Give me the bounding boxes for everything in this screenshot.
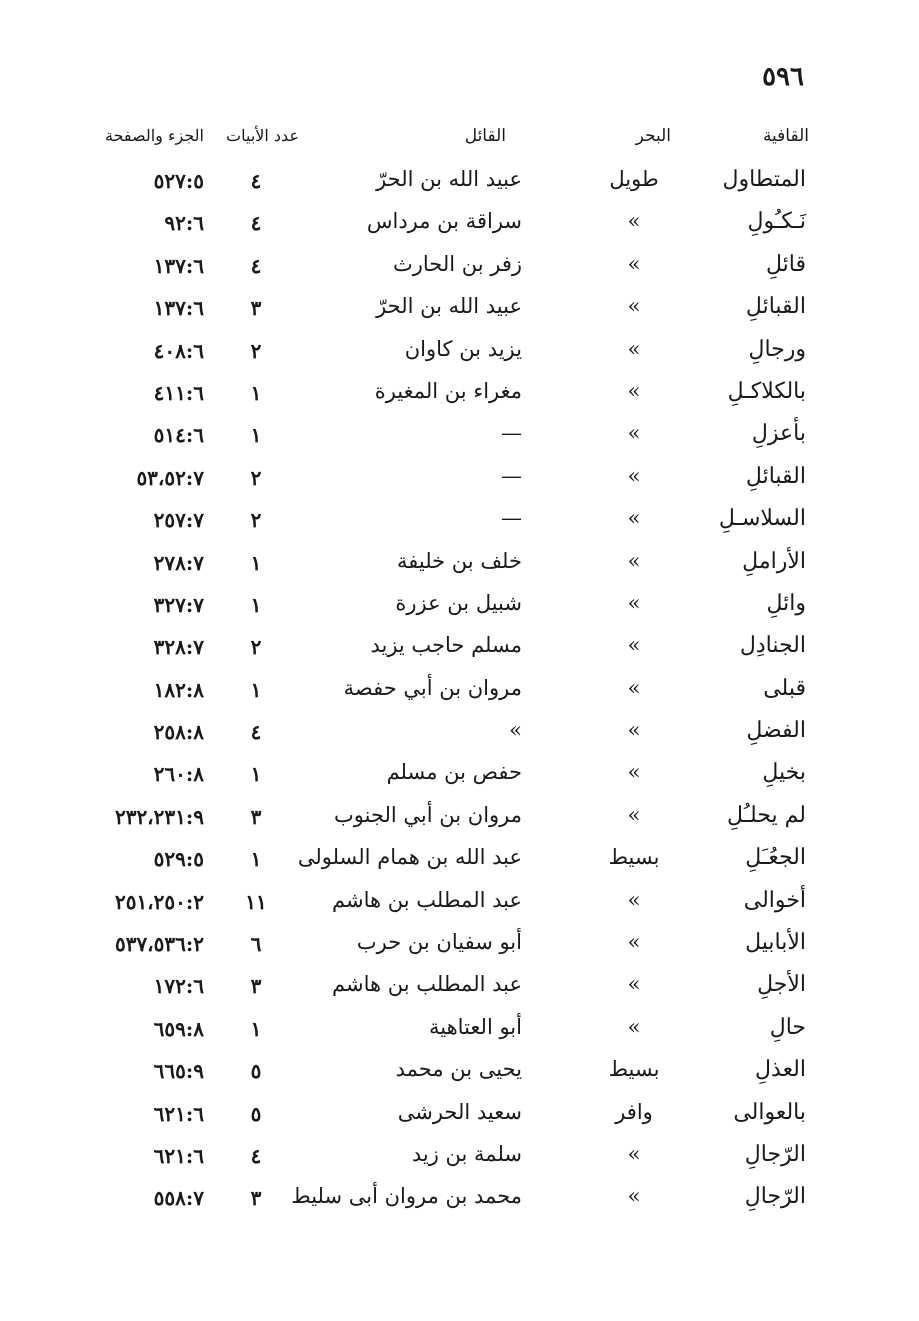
volume-page-cell: ٥٢٧:٥ bbox=[153, 169, 204, 193]
volume-page-cell: ٢٦٠:٨ bbox=[153, 762, 204, 787]
table-row bbox=[0, 250, 919, 292]
bahr-cell: » bbox=[627, 633, 641, 658]
table-row bbox=[0, 674, 919, 716]
volume-page-cell: ٢٧٨:٧ bbox=[153, 550, 204, 575]
verse-count-cell: ٢ bbox=[250, 338, 262, 363]
verse-count-cell: ١ bbox=[250, 677, 262, 702]
verse-count-cell: ١ bbox=[250, 550, 262, 575]
qafiya-cell: الفضلِ bbox=[746, 718, 806, 744]
table-row bbox=[0, 886, 919, 928]
qaail-cell: مروان بن أبي الجنوب bbox=[333, 802, 522, 827]
volume-page-cell: ١٣٧:٦ bbox=[153, 253, 204, 278]
header-verse-count: عدد الأبيات bbox=[226, 126, 299, 145]
verse-count-cell: ١ bbox=[250, 847, 262, 872]
table-row bbox=[0, 843, 919, 885]
qafiya-cell: المتطاول bbox=[722, 167, 806, 192]
qaail-cell: — bbox=[501, 421, 522, 446]
table-row bbox=[0, 1182, 919, 1224]
qaail-cell: عبد المطلب بن هاشم bbox=[332, 887, 522, 912]
table-row bbox=[0, 547, 919, 589]
verse-count-cell: ٣ bbox=[250, 804, 262, 829]
bahr-cell: » bbox=[627, 548, 641, 573]
volume-page-cell: ٢٥٧:٧ bbox=[153, 508, 204, 533]
table-row bbox=[0, 165, 919, 207]
bahr-cell: » bbox=[627, 1184, 641, 1209]
bahr-cell: » bbox=[627, 590, 641, 615]
verse-count-cell: ٤ bbox=[250, 169, 262, 193]
table-row bbox=[0, 335, 919, 377]
qaail-cell: عبيد الله بن الحرّ bbox=[376, 167, 522, 191]
table-row bbox=[0, 1055, 919, 1097]
qaail-cell: مغراء بن المغيرة bbox=[374, 378, 522, 403]
table-row bbox=[0, 1013, 919, 1055]
bahr-cell: » bbox=[627, 251, 641, 276]
verse-count-cell: ٢ bbox=[250, 508, 262, 533]
qafiya-cell: بالكلاكـلِ bbox=[727, 378, 806, 404]
qaail-cell: حفص بن مسلم bbox=[386, 760, 522, 785]
bahr-cell: » bbox=[627, 506, 641, 531]
volume-page-cell: ١٨٢:٨ bbox=[153, 677, 204, 702]
table-header bbox=[0, 126, 919, 152]
bahr-cell: » bbox=[627, 760, 641, 785]
verse-count-cell: ٢ bbox=[250, 465, 262, 490]
index-table bbox=[0, 165, 919, 1225]
volume-page-cell: ٦٦٥:٩ bbox=[153, 1059, 204, 1084]
qaail-cell: سعيد الحرشى bbox=[397, 1099, 522, 1124]
header-volume-page: الجزء والصفحة bbox=[104, 126, 204, 145]
verse-count-cell: ٤ bbox=[250, 720, 262, 745]
bahr-cell: » bbox=[627, 294, 641, 319]
volume-page-cell: ٤١١:٦ bbox=[153, 380, 204, 405]
qaail-cell: أبو العتاهية bbox=[429, 1014, 522, 1039]
verse-count-cell: ١ bbox=[250, 592, 262, 617]
header-bahr: البحر bbox=[635, 126, 671, 146]
qaail-cell: مسلم حاجب يزيد bbox=[370, 633, 522, 658]
table-row bbox=[0, 970, 919, 1012]
table-row bbox=[0, 419, 919, 461]
volume-page-cell: ٣٢٨:٧ bbox=[153, 635, 204, 660]
volume-page-cell: ٦٥٩:٨ bbox=[153, 1016, 204, 1041]
table-row bbox=[0, 504, 919, 546]
table-row bbox=[0, 801, 919, 843]
bahr-cell: » bbox=[627, 887, 641, 912]
volume-page-cell: ٤٠٨:٦ bbox=[153, 338, 204, 363]
qaail-cell: عبيد الله بن الحرّ bbox=[376, 294, 522, 319]
qafiya-cell: القبائلِ bbox=[745, 294, 806, 320]
qaail-cell: محمد بن مروان أبى سليط bbox=[291, 1184, 522, 1209]
bahr-cell: » bbox=[627, 209, 641, 234]
qafiya-cell: وائلِ bbox=[766, 590, 806, 616]
bahr-cell: وافر bbox=[615, 1099, 653, 1124]
qaail-cell: سراقة بن مرداس bbox=[366, 209, 522, 234]
qaail-cell: زفر بن الحارث bbox=[392, 251, 522, 276]
volume-page-cell: ٥٥٨:٧ bbox=[153, 1186, 204, 1211]
verse-count-cell: ٦ bbox=[250, 932, 262, 957]
verse-count-cell: ١ bbox=[250, 423, 262, 448]
bahr-cell: » bbox=[627, 718, 641, 743]
qafiya-cell: الأجلِ bbox=[757, 972, 806, 998]
volume-page-cell: ٥٣،٥٢:٧ bbox=[136, 465, 204, 490]
volume-page-cell: ٥١٤:٦ bbox=[153, 423, 204, 448]
table-row bbox=[0, 716, 919, 758]
verse-count-cell: ١ bbox=[250, 380, 262, 405]
volume-page-cell: ٥٢٩:٥ bbox=[153, 847, 204, 872]
table-row bbox=[0, 207, 919, 249]
table-row bbox=[0, 758, 919, 800]
table-row bbox=[0, 589, 919, 631]
volume-page-cell: ٢٥١،٢٥٠:٢ bbox=[114, 889, 204, 914]
qaail-cell: يزيد بن كاوان bbox=[404, 336, 522, 361]
bahr-cell: طويل bbox=[609, 167, 659, 191]
qafiya-cell: أخوالى bbox=[743, 887, 806, 913]
volume-page-cell: ٢٣٢،٢٣١:٩ bbox=[114, 804, 204, 829]
qaail-cell: أبو سفيان بن حرب bbox=[356, 930, 522, 955]
bahr-cell: » bbox=[627, 378, 641, 403]
qaail-cell: خلف بن خليفة bbox=[396, 548, 522, 573]
qafiya-cell: الرّجالِ bbox=[744, 1141, 806, 1167]
bahr-cell: بسيط bbox=[608, 1057, 660, 1082]
header-qaail: القائل bbox=[464, 126, 506, 146]
qaail-cell: » bbox=[509, 718, 522, 743]
volume-page-cell: ٦٢١:٦ bbox=[153, 1101, 204, 1126]
qafiya-cell: قائلِ bbox=[765, 251, 806, 277]
qafiya-cell: الرّجالِ bbox=[744, 1184, 806, 1210]
bahr-cell: » bbox=[627, 930, 641, 955]
table-row bbox=[0, 462, 919, 504]
verse-count-cell: ٢ bbox=[250, 635, 262, 660]
volume-page-cell: ٦٢١:٦ bbox=[153, 1143, 204, 1168]
qaail-cell: — bbox=[501, 506, 522, 531]
bahr-cell: » bbox=[627, 1141, 641, 1166]
qafiya-cell: بأعزلِ bbox=[751, 421, 806, 447]
qaail-cell: — bbox=[501, 463, 522, 488]
verse-count-cell: ٤ bbox=[250, 1143, 262, 1168]
qaail-cell: عبد المطلب بن هاشم bbox=[332, 972, 522, 997]
verse-count-cell: ٤ bbox=[250, 253, 262, 278]
volume-page-cell: ٣٢٧:٧ bbox=[153, 592, 204, 617]
verse-count-cell: ١ bbox=[250, 762, 262, 787]
verse-count-cell: ٤ bbox=[250, 211, 262, 236]
verse-count-cell: ٣ bbox=[250, 296, 262, 321]
bahr-cell: » bbox=[627, 802, 641, 827]
qafiya-cell: نَـكـُولِ bbox=[747, 209, 806, 235]
qafiya-cell: حالِ bbox=[769, 1014, 806, 1040]
qaail-cell: عبد الله بن همام السلولى bbox=[297, 845, 522, 870]
volume-page-cell: ٩٢:٦ bbox=[164, 211, 204, 236]
qafiya-cell: بالعوالى bbox=[733, 1099, 806, 1125]
verse-count-cell: ١١ bbox=[245, 889, 267, 914]
table-row bbox=[0, 292, 919, 334]
bahr-cell: » bbox=[627, 463, 641, 488]
table-row bbox=[0, 1098, 919, 1140]
qaail-cell: مروان بن أبي حفصة bbox=[343, 675, 522, 700]
volume-page-cell: ٢٥٨:٨ bbox=[153, 720, 204, 745]
bahr-cell: » bbox=[627, 421, 641, 446]
verse-count-cell: ٣ bbox=[250, 1186, 262, 1211]
qafiya-cell: ورجالِ bbox=[748, 336, 806, 362]
bahr-cell: » bbox=[627, 675, 641, 700]
table-row bbox=[0, 928, 919, 970]
qafiya-cell: قبلى bbox=[763, 675, 806, 701]
qafiya-cell: العذلِ bbox=[755, 1057, 806, 1083]
bahr-cell: » bbox=[627, 336, 641, 361]
qafiya-cell: الأبابيل bbox=[745, 930, 806, 956]
qaail-cell: سلمة بن زيد bbox=[411, 1141, 522, 1166]
qaail-cell: يحيى بن محمد bbox=[395, 1057, 522, 1082]
qafiya-cell: الجعُـَلِ bbox=[745, 845, 806, 871]
qafiya-cell: القبائلِ bbox=[745, 463, 806, 489]
bahr-cell: » bbox=[627, 972, 641, 997]
table-row bbox=[0, 1140, 919, 1182]
verse-count-cell: ١ bbox=[250, 1016, 262, 1041]
verse-count-cell: ٥ bbox=[250, 1059, 262, 1084]
verse-count-cell: ٥ bbox=[250, 1101, 262, 1126]
qafiya-cell: بخيلِ bbox=[762, 760, 806, 786]
volume-page-cell: ٥٣٧،٥٣٦:٢ bbox=[114, 932, 204, 957]
page-number: ٥٩٦ bbox=[762, 62, 804, 92]
header-qafiya: القافية bbox=[762, 126, 809, 146]
qafiya-cell: الجنادِل bbox=[739, 633, 806, 659]
verse-count-cell: ٣ bbox=[250, 974, 262, 999]
qaail-cell: شبيل بن عزرة bbox=[395, 590, 522, 615]
volume-page-cell: ١٣٧:٦ bbox=[153, 296, 204, 321]
volume-page-cell: ١٧٢:٦ bbox=[153, 974, 204, 999]
qafiya-cell: السلاسـلِ bbox=[718, 506, 806, 532]
bahr-cell: » bbox=[627, 1014, 641, 1039]
bahr-cell: بسيط bbox=[608, 845, 660, 870]
qafiya-cell: الأراملِ bbox=[742, 548, 806, 574]
qafiya-cell: لم يحلـُلِ bbox=[726, 802, 806, 828]
table-row bbox=[0, 377, 919, 419]
table-row bbox=[0, 631, 919, 673]
